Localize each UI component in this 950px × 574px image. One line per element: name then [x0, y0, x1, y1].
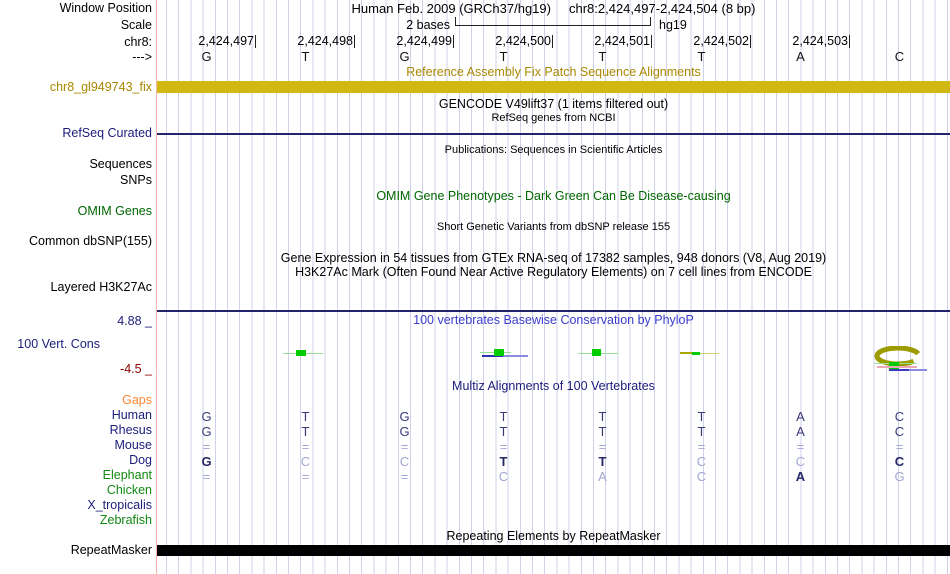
align-cell: G — [399, 409, 410, 424]
refseq-curated-track-line — [157, 133, 950, 135]
multiz-row-dog — [157, 454, 950, 469]
gtex-track-title: Gene Expression in 54 tissues from GTEx RNA-seq of 17382 samples, 948 donors (V8, Aug 2019) — [280, 251, 827, 265]
track-label-repeatmasker[interactable]: RepeatMasker — [70, 543, 152, 557]
fix-patch-feature-bar[interactable] — [157, 81, 950, 93]
align-cell: T — [499, 424, 508, 439]
multiz-row-rhesus — [157, 424, 950, 439]
base-letter: T — [697, 49, 706, 64]
align-cell: = — [499, 439, 508, 454]
base-letter: A — [796, 49, 805, 64]
conservation-track-top-line — [157, 310, 950, 312]
repeatmasker-track-title: Repeating Elements by RepeatMasker — [446, 529, 661, 543]
track-label-sequences[interactable]: Sequences — [89, 157, 152, 171]
multiz-label-rhesus[interactable]: Rhesus — [109, 423, 152, 437]
align-cell: = — [202, 439, 211, 454]
align-cell: = — [697, 439, 706, 454]
position-title: chr8:2,424,497-2,424,504 (8 bp) — [568, 1, 756, 16]
align-cell: C — [399, 454, 410, 469]
track-label-fix-patch[interactable]: chr8_gl949743_fix — [49, 80, 152, 94]
ruler-tick-label[interactable]: 2,424,498 — [256, 35, 355, 48]
align-cell: C — [894, 454, 905, 469]
fix-patch-track-title: Reference Assembly Fix Patch Sequence Alignments — [406, 65, 701, 79]
align-cell: T — [697, 409, 706, 424]
align-cell: C — [498, 469, 509, 484]
align-cell: G — [201, 424, 212, 439]
ruler-tick-label[interactable]: 2,424,499 — [355, 35, 454, 48]
multiz-label-mouse[interactable]: Mouse — [114, 438, 152, 452]
align-cell: T — [499, 454, 508, 469]
h3k27ac-track-title: H3K27Ac Mark (Often Found Near Active Regulatory Elements) on 7 cell lines from ENCODE — [295, 265, 812, 279]
base-letter: T — [499, 49, 508, 64]
gencode-track-title: GENCODE V49lift37 (1 items filtered out) — [438, 97, 669, 111]
track-label-refseq-curated[interactable]: RefSeq Curated — [62, 126, 152, 140]
multiz-label-dog[interactable]: Dog — [129, 453, 152, 467]
label-strand: ---> — [132, 50, 152, 64]
scale-value: 2 bases — [406, 18, 450, 32]
repeatmasker-feature-bar[interactable] — [157, 545, 950, 556]
align-cell: = — [301, 439, 310, 454]
multiz-label-x-tropicalis[interactable]: X_tropicalis — [87, 498, 152, 512]
align-cell: T — [598, 409, 607, 424]
align-cell: C — [696, 469, 707, 484]
base-letter: G — [201, 49, 212, 64]
multiz-row-mouse — [157, 439, 950, 454]
multiz-label-chicken[interactable]: Chicken — [106, 483, 152, 497]
refseq-ncbi-track-title: RefSeq genes from NCBI — [491, 112, 616, 124]
align-cell: T — [499, 409, 508, 424]
omim-track-title: OMIM Gene Phenotypes - Dark Green Can Be Disease-causing — [376, 189, 731, 203]
align-cell: C — [894, 424, 905, 439]
track-label-h3k27ac[interactable]: Layered H3K27Ac — [50, 280, 152, 294]
ruler-tick-label[interactable]: 2,424,500 — [454, 35, 553, 48]
align-cell: C — [300, 454, 311, 469]
align-cell: = — [400, 469, 409, 484]
align-cell: T — [301, 424, 310, 439]
base-letter: T — [598, 49, 607, 64]
multiz-label-human[interactable]: Human — [111, 408, 152, 422]
ruler-tick-label[interactable]: 2,424,503 — [751, 35, 850, 48]
align-cell: T — [598, 424, 607, 439]
label-scale: Scale — [120, 18, 152, 32]
base-letter: T — [301, 49, 310, 64]
ruler-tick-label[interactable]: 2,424,502 — [652, 35, 751, 48]
conservation-axis-min: -4.5 _ — [120, 362, 152, 376]
browser-track-area[interactable] — [157, 0, 950, 574]
align-cell: A — [796, 409, 805, 424]
publications-track-title: Publications: Sequences in Scientific Articles — [444, 144, 663, 156]
track-label-vert-cons[interactable]: 100 Vert. Cons — [17, 337, 100, 351]
multiz-label-elephant[interactable]: Elephant — [102, 468, 152, 482]
conservation-track-title: 100 vertebrates Basewise Conservation by PhyloP — [413, 313, 694, 327]
multiz-row-elephant — [157, 469, 950, 484]
align-cell: = — [301, 469, 310, 484]
align-cell: T — [598, 454, 607, 469]
ruler-tick-label[interactable]: 2,424,501 — [553, 35, 652, 48]
multiz-row-human — [157, 409, 950, 424]
track-label-snps[interactable]: SNPs — [120, 173, 152, 187]
align-cell: G — [201, 409, 212, 424]
align-cell: A — [598, 469, 607, 484]
align-cell: A — [796, 424, 805, 439]
align-cell: = — [400, 439, 409, 454]
multiz-label-zebrafish[interactable]: Zebrafish — [99, 513, 152, 527]
align-cell: = — [895, 439, 904, 454]
align-cell: G — [201, 454, 212, 469]
track-label-omim-genes[interactable]: OMIM Genes — [77, 204, 152, 218]
align-cell: C — [795, 454, 806, 469]
ruler-tick-label[interactable]: 2,424,497 — [157, 35, 256, 48]
assembly-name: hg19 — [659, 18, 687, 32]
align-cell: T — [697, 424, 706, 439]
label-chrom: chr8: — [124, 35, 152, 49]
reference-bases-row — [157, 50, 950, 63]
track-label-dbsnp[interactable]: Common dbSNP(155) — [29, 234, 152, 248]
align-cell: = — [598, 439, 607, 454]
align-cell: = — [796, 439, 805, 454]
coordinate-ruler[interactable] — [157, 35, 950, 48]
multiz-track-title: Multiz Alignments of 100 Vertebrates — [452, 379, 655, 393]
align-cell: A — [795, 469, 806, 484]
scale-bar-right-tick — [650, 17, 651, 26]
base-letter: C — [894, 49, 905, 64]
align-cell: C — [696, 454, 707, 469]
base-letter: G — [399, 49, 410, 64]
dbsnp-track-title: Short Genetic Variants from dbSNP release 155 — [436, 221, 671, 233]
align-cell: = — [202, 469, 211, 484]
scale-bar-left-tick — [455, 17, 456, 26]
scale-bar — [455, 25, 651, 26]
align-cell: G — [399, 424, 410, 439]
assembly-title: Human Feb. 2009 (GRCh37/hg19) — [351, 1, 551, 16]
conservation-axis-max: 4.88 _ — [117, 314, 152, 328]
align-cell: C — [894, 409, 905, 424]
align-cell: T — [301, 409, 310, 424]
label-window-position: Window Position — [59, 1, 152, 15]
window-position-row — [157, 2, 950, 15]
align-cell: G — [894, 469, 905, 484]
multiz-label-gaps[interactable]: Gaps — [122, 393, 152, 407]
